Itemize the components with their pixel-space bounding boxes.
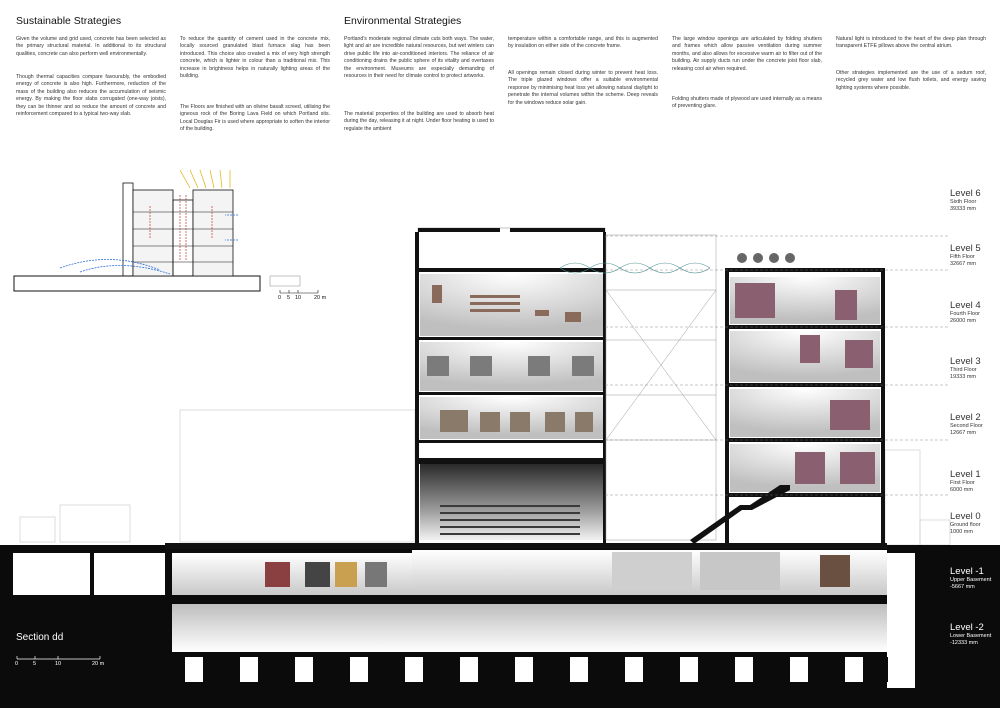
mini-scale-label-20: 20 m [314,295,327,301]
mini-scale-label-0: 0 [278,295,282,301]
level-elevation: 6000 mm [950,487,973,493]
level-elevation: -5667 mm [950,584,975,590]
level-elevation: 1000 mm [950,529,973,535]
sustainable-heading: Sustainable Strategies [16,15,122,27]
level-floor: First Floor [950,480,975,486]
mini-section-diagram [14,170,300,291]
environmental-col3-p2: Folding shutters made of plywood are used internally as a means of preventing glare. [672,96,822,110]
level-elevation: 26000 mm [950,318,976,324]
level-4-marker [950,300,981,325]
sustainable-col1-p2: Though thermal capacities compare favourably, the embodied energy of concrete is also high. Furthermore, reduction of the mass of the building also reduces the accumulation of seismic energy. By making the floor slabs corrugated (one-way joists), they can be thinner and so reduce the amount of concrete and reinforcement compared to a typical two-way slab. [16,74,166,118]
level-elevation: 19333 mm [950,374,976,380]
tower-frame [415,228,606,546]
level-floor: Second Floor [950,423,983,429]
level-floor: Fifth Floor [950,254,975,260]
level-2-marker [950,412,983,437]
environmental-col2-p2: All openings remain closed during winter to prevent heat loss. The triple glazed windows offer a suitable environmental response by minimising heat loss yet allowing natural daylight to penetrate the internal volumes within the scheme. Deep reveals for the windows reduce solar gain. [508,70,658,106]
level-name: Level -1 [950,566,984,577]
level-0-marker [950,511,981,536]
environmental-col3-p1: The large window openings are articulated by folding shutters and frames which allow passive ventilation during summer months, and also allows for excessive warm air to filter out of the building. Air supply ducts run under the concrete joist floor slab, releasing cool air when required. [672,36,822,72]
scale-label-10: 10 [55,661,62,667]
level-floor: Ground floor [950,522,981,528]
environmental-heading: Environmental Strategies [344,15,462,27]
level-minus2-marker [950,622,991,647]
level-name: Level 6 [950,188,981,199]
level-elevation: 12667 mm [950,430,976,436]
sustainable-col2-p1: To reduce the quantity of cement used in the concrete mix, locally sourced granulated blast furnace slag has been introduced. This choice also created a mix of very high strength concrete, which is lighter in colour than a traditional mix. This increase in brightness helps in naturally lighting areas of the building. [180,36,330,80]
level-floor: Third Floor [950,367,977,373]
level-name: Level 0 [950,511,981,522]
section-title: Section dd [16,632,64,643]
level-name: Level 4 [950,300,981,311]
level-floor: Sixth Floor [950,199,977,205]
scale-label-20: 20 m [92,661,105,667]
environmental-col1-p2: The material properties of the building are used to absorb heat during the day, releasing it at night. Under floor heating is used to regulate the ambient [344,111,494,132]
sustainable-col2-p2: The Floors are finished with an olivine basalt screed, utilising the igneous rock of the Boring Lava Field on which Portland sits. Local Douglas Fir is used where appropriate to soften the interior of the building. [180,104,330,133]
environmental-col2-p1: temperature within a comfortable range, and this is augmented by insulation on either side of the concrete frame. [508,36,658,50]
environmental-col1-p1: Portland's moderate regional climate cuts both ways. The water, light and air are incredible natural resources, but wet winters can drive public life into air-conditioned interiors. The reliance of air conditioning drains the public sphere of its vitality and overtaxes the environment. Museums are especially demanding of resources in their need for climate control to protect artworks. [344,36,494,80]
level-name: Level 3 [950,356,981,367]
level-elevation: 32667 mm [950,261,976,267]
level-elevation: -12333 mm [950,640,978,646]
mini-scale-bar [280,290,318,293]
level-floor: Fourth Floor [950,311,980,317]
sustainable-col1-p1: Given the volume and grid used, concrete has been selected as the primary structural material. In additional to its structural qualities, concrete can also perform well environmentally. [16,36,166,57]
level-name: Level 2 [950,412,981,423]
scale-label-0: 0 [15,661,19,667]
atrium [606,235,716,540]
level-elevation: 39333 mm [950,206,976,212]
scale-label-5: 5 [33,661,37,667]
level-name: Level 5 [950,243,981,254]
level-name: Level -2 [950,622,984,633]
level-minus1-marker [950,566,991,591]
mini-scale-label-10: 10 [295,295,302,301]
level-6-marker [950,188,981,213]
level-1-marker [950,469,981,494]
right-tower [725,253,885,545]
level-3-marker [950,356,981,381]
level-floor: Upper Basement [950,577,992,583]
environmental-col4-p1: Natural light is introduced to the heart of the deep plan through transparent ETFE pillows above the central atrium. [836,36,986,50]
level-floor: Lower Basement [950,633,992,639]
level-name: Level 1 [950,469,981,480]
environmental-col4-p2: Other strategies implemented are the use of a sedum roof, recycled grey water and low flush toilets, and energy saving lighting systems where possible. [836,70,986,91]
mini-scale-label-5: 5 [287,295,291,301]
level-5-marker [950,243,981,268]
